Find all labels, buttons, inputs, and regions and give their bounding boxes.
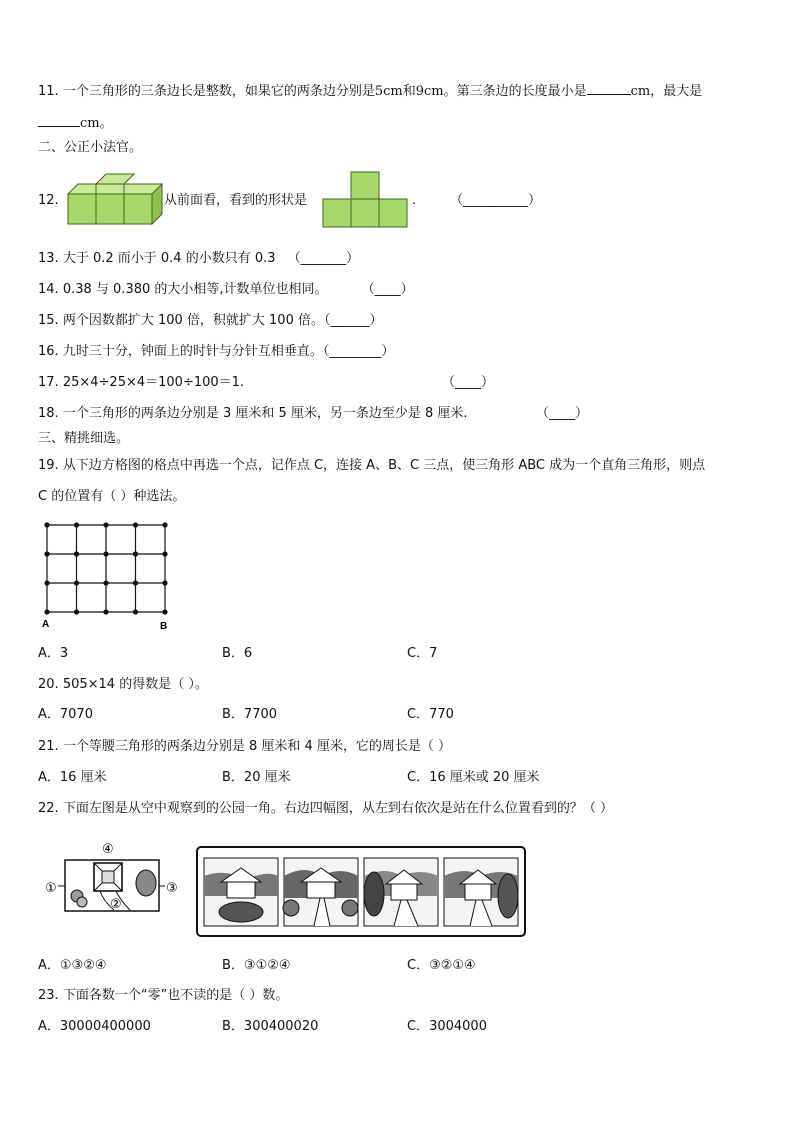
four-views-strip [196,846,526,938]
question-23 [38,987,288,1005]
question-20 [38,676,208,694]
question-text: 两个因数都扩大 100 倍，积就扩大 100 倍。 [62,313,324,328]
question-21 [38,738,451,756]
option-b[interactable]: B．③①②④ [222,958,291,973]
option-a[interactable]: A．16 厘米 [38,770,107,785]
question-text-3: ，最大是 [650,84,703,99]
option-c[interactable]: C．③②①④ [407,958,476,973]
question-number: 20. [38,677,59,692]
option-b[interactable]: B．6 [222,646,253,661]
option-a[interactable]: A．7070 [38,707,93,722]
park-aerial-map [44,840,190,912]
option-b[interactable]: B．20 厘米 [222,770,291,785]
period: . [412,193,417,208]
view-panel-4 [444,858,518,926]
value-9cm: 9cm [415,84,444,99]
section-heading-2: 二、公正小法官。 [38,140,143,155]
option-a[interactable]: A．30000400000 [38,1019,151,1034]
question-text: 505×14 的得数是（ ）。 [62,677,208,692]
option-b[interactable]: B．7700 [222,707,278,722]
question-text: 0.38 与 0.380 的大小相等,计数单位也相同。 [62,282,328,297]
marker-2: ② [110,897,122,912]
value-5cm: 5cm [374,84,403,99]
question-text: 25×4÷25×4＝100÷100＝1. [62,375,245,390]
point-label-b: B [160,621,168,632]
view-panel-1 [204,858,278,926]
question-number: 14. [38,282,59,297]
option-a[interactable]: A．①③②④ [38,958,107,973]
question-number: 11. [38,84,59,99]
question-text-2: 。第三条边的长度最小是 [443,84,587,99]
view-panel-3 [364,858,438,926]
cube-row-figure [68,180,164,228]
question-text: 一个三角形的三条边长是整数，如果它的两条边分别是 [62,84,375,99]
question-15 [38,312,383,330]
question-18 [38,405,468,423]
answer-paren[interactable]: （____） [536,406,589,421]
question-text: 一个三角形的两条边分别是 3 厘米和 5 厘米，另一条边至少是 8 厘米. [62,406,468,421]
question-text: 从下边方格图的格点中再选一个点，记作点 C，连接 A、B、C 三点，使三角形 ABC 成为一个直角三角形，则点 [62,458,706,473]
option-c[interactable]: C．16 厘米或 20 厘米 [407,770,540,785]
question-number: 18. [38,406,59,421]
option-a[interactable]: A．3 [38,646,69,661]
question-number: 15. [38,313,59,328]
answer-paren[interactable]: （____） [361,282,414,297]
marker-4: ④ [102,842,114,857]
marker-3: ③ [166,881,178,896]
dot-grid-figure [40,520,176,632]
question-text: 下面各数一个“零”也不读的是（ ）数。 [62,988,289,1003]
question-text: 大于 0.2 而小于 0.4 的小数只有 0.3 [62,251,276,266]
view-panel-2 [283,858,358,926]
unit-cm: cm [80,116,100,131]
front-view-shape [322,172,408,228]
question-13 [38,250,359,268]
question-number: 21. [38,739,59,754]
period: 。 [99,116,113,131]
question-number: 13. [38,251,59,266]
option-c[interactable]: C．7 [407,646,438,661]
option-b[interactable]: B．300400020 [222,1019,319,1034]
question-12-number: 12. [38,193,59,208]
question-text: 九时三十分，钟面上的时针与分针互相垂直。 [62,344,323,359]
unit-cm: cm [630,84,651,99]
answer-paren[interactable]: （__________） [450,193,542,208]
option-c[interactable]: C．770 [407,707,454,722]
question-number: 17. [38,375,59,390]
question-text: 一个等腰三角形的两条边分别是 8 厘米和 4 厘米，它的周长是（ ） [62,739,452,754]
question-text: 下面左图是从空中观察到的公园一角。右边四幅图，从左到右依次是站在什么位置看到的？（ ） [62,801,613,816]
conjunction: 和 [402,84,416,99]
question-19-line-2: C 的位置有（ ）种选法。 [38,489,186,504]
answer-blank-max[interactable] [38,114,80,127]
option-c[interactable]: C．3004000 [407,1019,487,1034]
question-number: 16. [38,344,59,359]
question-17 [38,374,244,392]
question-14 [38,281,414,299]
answer-paren[interactable]: （_______） [287,251,360,266]
question-22 [38,800,613,818]
section-heading-3: 三、精挑细选。 [38,431,130,446]
answer-paren[interactable]: （____） [442,375,495,390]
answer-blank-min[interactable] [587,82,631,95]
answer-paren[interactable]: （________） [322,344,395,359]
question-number: 22. [38,801,59,816]
question-number: 19. [38,458,59,473]
question-number: 23. [38,988,59,1003]
question-11-line-1 [38,82,702,101]
point-label-a: A [42,619,50,630]
question-16 [38,343,394,361]
question-12-text: 从前面看，看到的形状是 [164,193,308,208]
marker-1: ① [45,881,57,896]
question-11-line-2 [38,114,113,133]
answer-paren[interactable]: （______） [323,313,383,328]
question-19-line-1 [38,457,705,475]
